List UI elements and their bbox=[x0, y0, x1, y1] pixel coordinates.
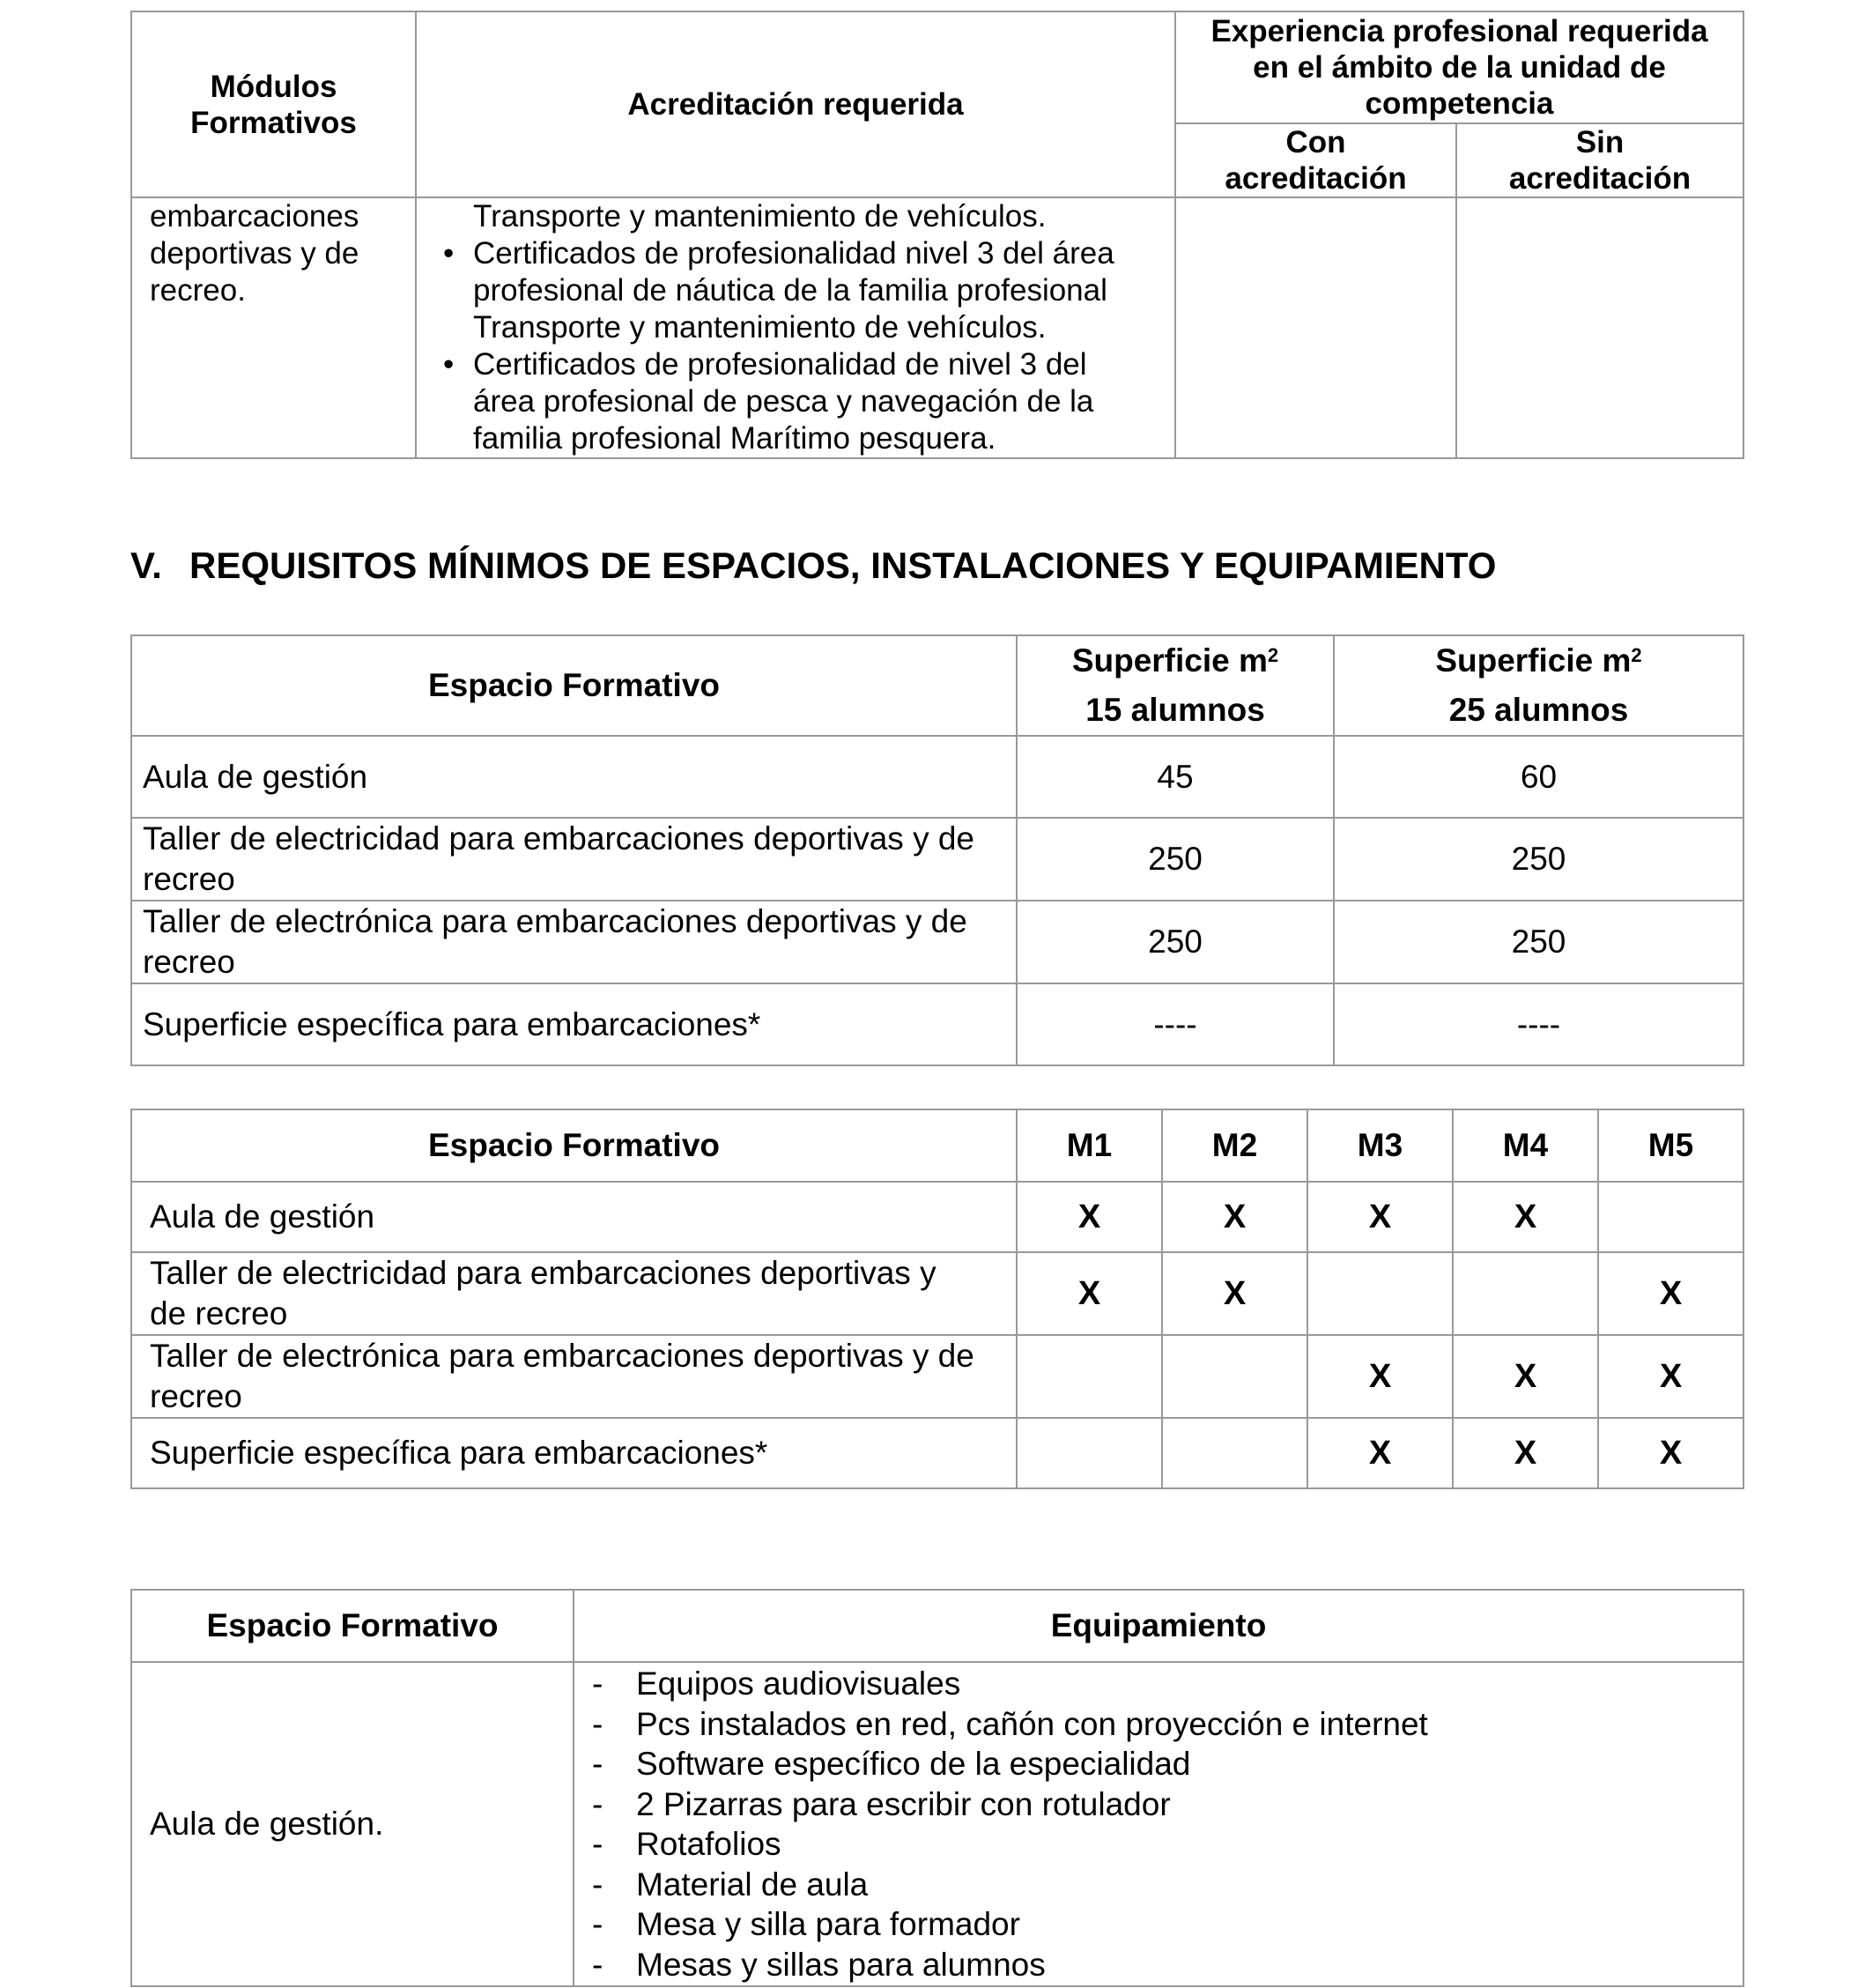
without-accreditation-cell bbox=[1456, 197, 1743, 458]
surface-25: 250 bbox=[1334, 901, 1743, 983]
list-item: • Certificados de profesionalidad de nivel 3 del área profesional de pesca y navegación de la familia profesional Marítimo pesquera. bbox=[473, 346, 1174, 457]
mark-m5: X bbox=[1598, 1252, 1743, 1335]
space-name: Superficie específica para embarcaciones* bbox=[131, 1418, 1017, 1488]
mark-m5 bbox=[1598, 1182, 1743, 1252]
equipment-list bbox=[574, 1664, 1743, 1984]
mark-m1: X bbox=[1017, 1252, 1162, 1335]
section-number: V. bbox=[130, 545, 162, 586]
mark-m2: X bbox=[1162, 1252, 1307, 1335]
header-m1: M1 bbox=[1017, 1109, 1162, 1182]
mark-m4: X bbox=[1453, 1335, 1598, 1418]
space-name: Taller de electricidad para embarcaciones deportivas y de recreo bbox=[131, 818, 1017, 901]
section-title: REQUISITOS MÍNIMOS DE ESPACIOS, INSTALACIONES Y EQUIPAMIENTO bbox=[189, 545, 1497, 586]
mark-m5: X bbox=[1598, 1335, 1743, 1418]
table-row bbox=[131, 1662, 1743, 1986]
surface-15: 45 bbox=[1017, 736, 1334, 818]
equipment-table bbox=[130, 1589, 1744, 1987]
space-name: Superficie específica para embarcaciones* bbox=[131, 983, 1017, 1065]
surface-25: ---- bbox=[1334, 983, 1743, 1065]
table-row bbox=[131, 736, 1743, 818]
space-name: Taller de electricidad para embarcaciones deportivas y de recreo bbox=[131, 1252, 1017, 1335]
mark-m3 bbox=[1307, 1252, 1453, 1335]
table-row bbox=[131, 901, 1743, 983]
surface-table bbox=[130, 634, 1744, 1066]
mark-m3: X bbox=[1307, 1182, 1453, 1252]
mark-m4: X bbox=[1453, 1182, 1598, 1252]
header-m3: M3 bbox=[1307, 1109, 1453, 1182]
mark-m2 bbox=[1162, 1335, 1307, 1418]
equipment-cell bbox=[574, 1662, 1743, 1986]
header-surface-25: Superficie $m^2$ 25 alumnos bbox=[1334, 635, 1743, 736]
table-row bbox=[131, 1252, 1743, 1335]
space-name: Taller de electrónica para embarcaciones deportivas y de recreo bbox=[131, 901, 1017, 983]
header-accreditation: Acreditación requerida bbox=[416, 11, 1175, 197]
space-name: Aula de gestión bbox=[131, 736, 1017, 818]
accreditation-cell bbox=[416, 197, 1175, 458]
mark-m2: X bbox=[1162, 1182, 1307, 1252]
mark-m5: X bbox=[1598, 1418, 1743, 1488]
list-item: - Equipos audiovisuales bbox=[574, 1664, 1743, 1704]
section-heading bbox=[130, 545, 1496, 587]
header-experience: Experiencia profesional requerida en el ámbito de la unidad de competencia bbox=[1175, 11, 1743, 123]
list-item: - Pcs instalados en red, cañón con proyección e internet bbox=[574, 1704, 1743, 1745]
surface-25: 250 bbox=[1334, 818, 1743, 901]
list-item: - Rotafolios bbox=[574, 1824, 1743, 1865]
header-modules: Módulos Formativos bbox=[131, 11, 416, 197]
mark-m1 bbox=[1017, 1335, 1162, 1418]
table-row bbox=[131, 818, 1743, 901]
surface-25: 60 bbox=[1334, 736, 1743, 818]
surface-15: ---- bbox=[1017, 983, 1334, 1065]
table-row bbox=[131, 1182, 1743, 1252]
surface-15: 250 bbox=[1017, 818, 1334, 901]
header-with-accreditation: Con acreditación bbox=[1175, 123, 1456, 197]
table-row bbox=[131, 1335, 1743, 1418]
list-item: - 2 Pizarras para escribir con rotulador bbox=[574, 1784, 1743, 1825]
header-m4: M4 bbox=[1453, 1109, 1598, 1182]
header-without-accreditation: Sin acreditación bbox=[1456, 123, 1743, 197]
header-m5: M5 bbox=[1598, 1109, 1743, 1182]
table-row bbox=[131, 1418, 1743, 1488]
mark-m1: X bbox=[1017, 1182, 1162, 1252]
mark-m3: X bbox=[1307, 1418, 1453, 1488]
mark-m1 bbox=[1017, 1418, 1162, 1488]
mark-m4: X bbox=[1453, 1418, 1598, 1488]
header-m2: M2 bbox=[1162, 1109, 1307, 1182]
module-text: embarcaciones deportivas y de recreo. bbox=[150, 199, 359, 308]
continuation-text: Transporte y mantenimiento de vehículos. bbox=[473, 199, 1047, 234]
mark-m4 bbox=[1453, 1252, 1598, 1335]
list-item: - Mesas y sillas para alumnos bbox=[574, 1945, 1743, 1985]
accreditation-list bbox=[417, 198, 1174, 457]
header-space: Espacio Formativo bbox=[131, 635, 1017, 736]
list-item: - Software específico de la especialidad bbox=[574, 1744, 1743, 1784]
list-item: - Material de aula bbox=[574, 1865, 1743, 1905]
header-space: Espacio Formativo bbox=[131, 1109, 1017, 1182]
accreditation-table bbox=[130, 11, 1744, 459]
header-equipment: Equipamiento bbox=[574, 1590, 1743, 1662]
space-name: Taller de electrónica para embarcaciones deportivas y de recreo bbox=[131, 1335, 1017, 1418]
with-accreditation-cell bbox=[1175, 197, 1456, 458]
header-space: Espacio Formativo bbox=[131, 1590, 574, 1662]
space-name: Aula de gestión. bbox=[131, 1662, 574, 1986]
mark-m2 bbox=[1162, 1418, 1307, 1488]
module-cell bbox=[131, 197, 416, 458]
table-row bbox=[131, 983, 1743, 1065]
list-item: - Mesa y silla para formador bbox=[574, 1904, 1743, 1945]
header-surface-15: Superficie $m^2$ 15 alumnos bbox=[1017, 635, 1334, 736]
surface-15: 250 bbox=[1017, 901, 1334, 983]
list-item: • Certificados de profesionalidad nivel 3 del área profesional de náutica de la familia profesional Transporte y mantenimiento de vehículos. bbox=[473, 235, 1174, 346]
space-name: Aula de gestión bbox=[131, 1182, 1017, 1252]
mark-m3: X bbox=[1307, 1335, 1453, 1418]
module-space-table bbox=[130, 1109, 1744, 1489]
